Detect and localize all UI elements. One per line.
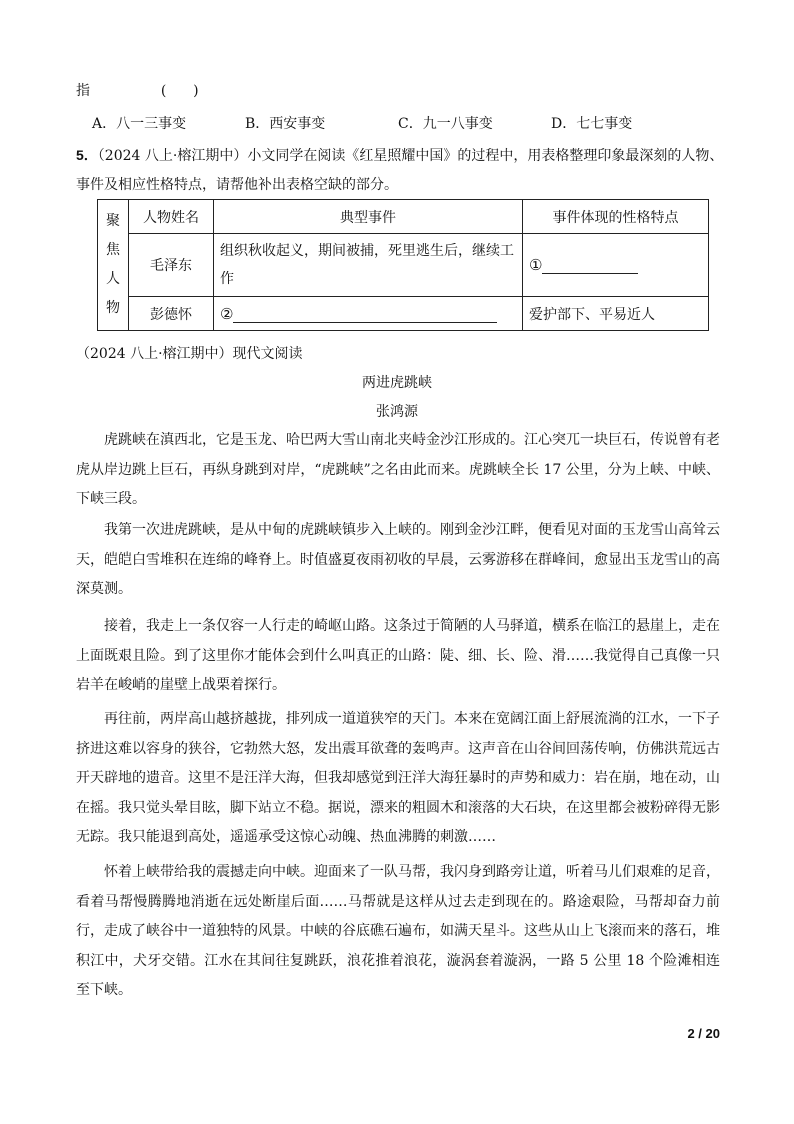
table-side-label <box>98 200 129 331</box>
q5-table <box>97 199 709 331</box>
side-label-char: 人 <box>106 271 120 287</box>
article-paragraph: 再往前，两岸高山越挤越拢，排列成一道道狭窄的天门。本来在宽阔江面上舒展流淌的江水，一下子挤进这难以容身的狭谷，它勃然大怒，发出震耳欲聋的轰鸣声。这声音在山谷间回荡传响，仿佛洪荒远古开天辟地的遗音。这里不是汪洋大海，但我却感觉到汪洋大海狂暴时的声势和威力：岩在崩，地在动，山在摇。我只觉头晕目眩，脚下站立不稳。据说，漂来的粗圆木和滚落的大石块，在这里都会被粉碎得无影无踪。我只能退到高处，遥遥承受这惊心动魄、热血沸腾的刺激…… <box>76 711 720 845</box>
q4-option-d <box>551 113 632 133</box>
row-trait <box>523 234 709 297</box>
option-letter: B． <box>245 116 270 132</box>
page-number: 2 / 20 <box>687 1026 720 1041</box>
header-name: 人物姓名 <box>129 200 214 234</box>
q5-number: 5． <box>76 147 98 163</box>
answer-blank <box>542 257 638 274</box>
section-label: 现代文阅读 <box>232 346 303 362</box>
table-row <box>98 297 709 331</box>
option-text: 八一三事变 <box>116 116 187 132</box>
q5-stem-line2 <box>76 174 398 194</box>
row-name: 毛泽东 <box>129 234 214 297</box>
side-label-char: 焦 <box>106 242 120 258</box>
q4-option-a <box>92 113 186 133</box>
q4-stem-text: 指 <box>76 83 90 99</box>
header-trait: 事件体现的性格特点 <box>523 200 709 234</box>
article-paragraph: 接着，我走上一条仅容一人行走的崎岖山路。这条过于简陋的人马驿道，横系在临江的悬崖上，走在上面既艰且险。到了这里你才能体会到什么叫真正的山路：陡、细、长、险、滑……我觉得自己真像一只岩羊在峻峭的崖壁上战栗着探行。 <box>76 618 720 693</box>
blank-mark: ② <box>220 304 234 323</box>
q5-stem-line1 <box>76 145 723 165</box>
blank-mark: ① <box>529 256 543 274</box>
option-text: 七七事变 <box>576 116 633 132</box>
article-author: 张鸿源 <box>376 404 418 420</box>
option-letter: A． <box>92 116 117 132</box>
q4-stem-tail <box>76 80 199 100</box>
side-label-char: 聚 <box>106 213 120 229</box>
section-source: （2024 八上·榕江期中） <box>76 346 233 362</box>
q5-text: 事件及相应性格特点，请帮他补出表格空缺的部分。 <box>76 177 398 193</box>
q4-option-c <box>398 113 493 133</box>
answer-blank <box>233 306 497 323</box>
section-header <box>76 343 303 363</box>
side-label-char: 物 <box>106 300 120 316</box>
q4-answer-paren: ( ) <box>160 83 199 99</box>
option-text: 九一八事变 <box>422 116 493 132</box>
q4-option-b <box>245 113 325 133</box>
table-row <box>98 234 709 297</box>
option-letter: C． <box>398 116 423 132</box>
header-event: 典型事件 <box>214 200 523 234</box>
q5-source: （2024 八上·榕江期中） <box>97 148 248 164</box>
option-letter: D． <box>551 116 577 132</box>
event-text: 作 <box>220 271 234 287</box>
article-paragraph: 虎跳峡在滇西北，它是玉龙、哈巴两大雪山南北夹峙金沙江形成的。江心突兀一块巨石，传说曾有老虎从岸边跳上巨石，再纵身跳到对岸，“虎跳峡”之名由此而来。虎跳峡全长 17 公里，分为上峡、中峡、下峡三段。 <box>76 432 720 507</box>
row-event <box>214 234 523 297</box>
row-event <box>214 297 523 331</box>
article-paragraph: 我第一次进虎跳峡，是从中甸的虎跳峡镇步入上峡的。刚到金沙江畔，便看见对面的玉龙雪山高耸云天，皑皑白雪堆积在连绵的峰脊上。时值盛夏夜雨初收的早晨，云雾游移在群峰间，愈显出玉龙雪山的高深莫测。 <box>76 522 720 597</box>
table-header-row <box>98 200 709 234</box>
row-name: 彭德怀 <box>129 297 214 331</box>
q5-text: 小文同学在阅读《红星照耀中国》的过程中，用表格整理印象最深刻的人物、 <box>247 148 724 164</box>
option-text: 西安事变 <box>269 116 326 132</box>
article-title: 两进虎跳峡 <box>362 375 432 391</box>
row-trait: 爱护部下、平易近人 <box>523 297 709 331</box>
event-text: 组织秋收起义，期间被捕，死里逃生后，继续工 <box>220 243 514 259</box>
article-paragraph: 怀着上峡带给我的震撼走向中峡。迎面来了一队马帮，我闪身到路旁让道，听着马儿们艰难的足音，看着马帮慢腾腾地消逝在远处断崖后面……马帮就是这样从过去走到现在的。路途艰险，马帮却奋力前行，走成了峡谷中一道独特的风景。中峡的谷底礁石遍布，如满天星斗。这些从山上飞滚而来的落石，堆积江中，犬牙交错。江水在其间往复跳跃，浪花推着浪花，漩涡套着漩涡，一路 5 公里 18 个险滩相连至下峡。 <box>76 864 720 998</box>
